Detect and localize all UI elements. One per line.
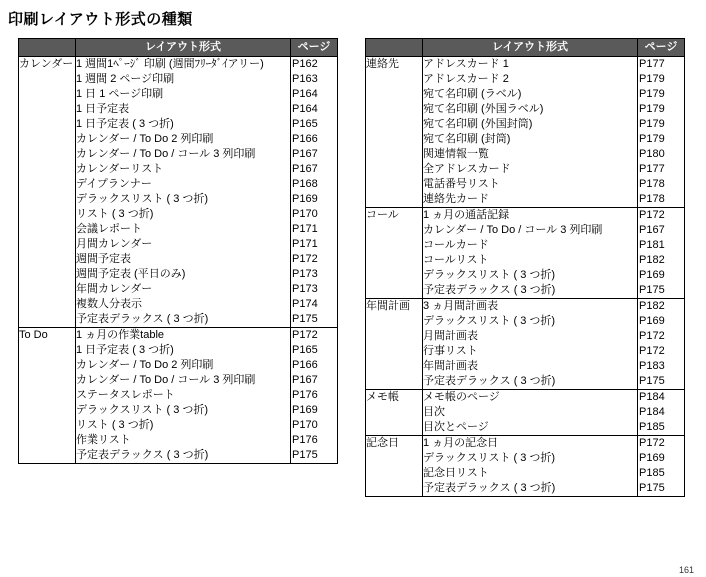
category-cell: To Do xyxy=(19,328,76,464)
layout-name: 記念日リスト xyxy=(423,467,489,479)
page-reference: P170 xyxy=(292,419,318,431)
page-reference: P180 xyxy=(639,148,665,160)
page-reference: P184 xyxy=(639,406,665,418)
layout-name: 宛て名印刷 (封筒) xyxy=(423,133,511,145)
layout-name: 月間カレンダー xyxy=(76,238,153,250)
page-reference: P164 xyxy=(292,88,318,100)
layout-list-cell xyxy=(423,208,638,299)
layout-name: 1 ヵ月の通話記録 xyxy=(423,209,510,221)
page-reference: P185 xyxy=(639,421,665,433)
layout-name: カレンダー / To Do 2 列印刷 xyxy=(76,359,214,371)
layout-name: デラックスリスト ( 3 つ折) xyxy=(423,452,556,464)
page-reference: P170 xyxy=(292,208,318,220)
layout-name: 会議レポート xyxy=(76,223,142,235)
layout-name: 週間予定表 (平日のみ) xyxy=(76,268,186,280)
layout-table-left xyxy=(18,38,338,464)
page-reference: P173 xyxy=(292,283,318,295)
layout-name: 3 ヵ月間計画表 xyxy=(423,300,499,312)
layout-name: カレンダー / To Do / コール 3 列印刷 xyxy=(76,148,256,160)
layout-name: 1 日予定表 ( 3 つ折) xyxy=(76,344,174,356)
layout-name: 宛て名印刷 (外国ラベル) xyxy=(423,103,544,115)
page-reference: P178 xyxy=(639,193,665,205)
page-reference: P173 xyxy=(292,268,318,280)
page-reference: P166 xyxy=(292,359,318,371)
page-reference: P171 xyxy=(292,238,318,250)
page-reference: P172 xyxy=(639,345,665,357)
table-row xyxy=(19,57,338,328)
page-reference: P169 xyxy=(639,452,665,464)
page-reference: P172 xyxy=(292,329,318,341)
page-reference: P162 xyxy=(292,58,318,70)
page-reference: P177 xyxy=(639,58,665,70)
layout-name: 予定表デラックス ( 3 つ折) xyxy=(423,284,556,296)
page-reference: P174 xyxy=(292,298,318,310)
page-reference: P165 xyxy=(292,118,318,130)
page-list-cell xyxy=(638,299,685,390)
layout-name: カレンダー / To Do / コール 3 列印刷 xyxy=(76,374,256,386)
page-reference: P168 xyxy=(292,178,318,190)
layout-name: 電話番号リスト xyxy=(423,178,500,190)
layout-name: デラックスリスト ( 3 つ折) xyxy=(76,404,209,416)
page-reference: P178 xyxy=(639,178,665,190)
page-reference: P172 xyxy=(292,253,318,265)
page-reference: P179 xyxy=(639,118,665,130)
page-reference: P175 xyxy=(292,449,318,461)
page-reference: P169 xyxy=(292,193,318,205)
layout-name: 連絡先カード xyxy=(423,193,489,205)
page-reference: P181 xyxy=(639,239,665,251)
page-reference: P179 xyxy=(639,103,665,115)
page-reference: P182 xyxy=(639,300,665,312)
layout-name: デラックスリスト ( 3 つ折) xyxy=(423,269,556,281)
page-reference: P169 xyxy=(639,315,665,327)
category-cell: 年間計画 xyxy=(366,299,423,390)
page-list-cell xyxy=(638,390,685,436)
page-list-cell xyxy=(291,57,338,328)
layout-column-header: レイアウト形式 xyxy=(423,39,638,57)
layout-name: リスト ( 3 つ折) xyxy=(76,419,154,431)
page-reference: P169 xyxy=(292,404,318,416)
layout-list-cell xyxy=(423,390,638,436)
layout-name: 月間計画表 xyxy=(423,330,478,342)
table-row xyxy=(366,299,685,390)
page-reference: P185 xyxy=(639,467,665,479)
table-row xyxy=(366,436,685,497)
page-reference: P167 xyxy=(292,163,318,175)
layout-name: 1 週間 2 ページ印刷 xyxy=(76,73,175,85)
left-table-column xyxy=(18,38,338,464)
page-reference: P166 xyxy=(292,133,318,145)
page-reference: P177 xyxy=(639,163,665,175)
layout-list-cell xyxy=(423,299,638,390)
category-cell: 記念日 xyxy=(366,436,423,497)
layout-name: ステータスレポート xyxy=(76,389,175,401)
category-column-header xyxy=(366,39,423,57)
page-reference: P163 xyxy=(292,73,318,85)
page-column-header: ページ xyxy=(638,39,685,57)
layout-name: 予定表デラックス ( 3 つ折) xyxy=(76,449,209,461)
layout-name: 1 日予定表 xyxy=(76,103,130,115)
page-reference: P172 xyxy=(639,330,665,342)
layout-name: デイプランナー xyxy=(76,178,152,190)
page-reference: P184 xyxy=(639,391,665,403)
category-cell: カレンダー xyxy=(19,57,76,328)
layout-name: コールリスト xyxy=(423,254,489,266)
layout-name: 作業リスト xyxy=(76,434,131,446)
page-reference: P167 xyxy=(292,148,318,160)
layout-name: 年間カレンダー xyxy=(76,283,153,295)
layout-name: 予定表デラックス ( 3 つ折) xyxy=(423,482,556,494)
right-table-column xyxy=(365,38,685,497)
layout-tables-container xyxy=(18,38,694,497)
page-reference: P179 xyxy=(639,133,665,145)
layout-name: カレンダーリスト xyxy=(76,163,164,175)
page-reference: P175 xyxy=(639,284,665,296)
page-reference: P171 xyxy=(292,223,318,235)
category-column-header xyxy=(19,39,76,57)
layout-name: アドレスカード 1 xyxy=(423,58,509,70)
layout-name: デラックスリスト ( 3 つ折) xyxy=(423,315,556,327)
layout-list-cell xyxy=(76,57,291,328)
layout-name: 宛て名印刷 (ラベル) xyxy=(423,88,522,100)
layout-name: 1 日予定表 ( 3 つ折) xyxy=(76,118,174,130)
page-reference: P167 xyxy=(639,224,665,236)
page-reference: P179 xyxy=(639,88,665,100)
layout-name: 予定表デラックス ( 3 つ折) xyxy=(423,375,556,387)
page-list-cell xyxy=(638,436,685,497)
layout-name: カレンダー / To Do 2 列印刷 xyxy=(76,133,214,145)
layout-name: 目次とページ xyxy=(423,421,489,433)
page-reference: P182 xyxy=(639,254,665,266)
page-list-cell xyxy=(638,57,685,208)
page-reference: P169 xyxy=(639,269,665,281)
layout-name: 全アドレスカード xyxy=(423,163,511,175)
layout-name: 目次 xyxy=(423,406,445,418)
table-header-row-right xyxy=(366,39,685,57)
layout-name: 1 ヵ月の記念日 xyxy=(423,437,499,449)
table-row xyxy=(366,57,685,208)
layout-table-left-body xyxy=(19,57,338,464)
layout-name: 年間計画表 xyxy=(423,360,478,372)
layout-table-right-body xyxy=(366,57,685,497)
page-reference: P172 xyxy=(639,437,665,449)
page-reference: P176 xyxy=(292,434,318,446)
layout-name: 複数人分表示 xyxy=(76,298,142,310)
category-cell: メモ帳 xyxy=(366,390,423,436)
layout-name: 1 日 1 ページ印刷 xyxy=(76,88,164,100)
layout-name: 1 週間1ﾍﾟｰｼﾞ 印刷 (週間ﾌﾘｰﾀﾞｲアリー) xyxy=(76,58,264,70)
layout-name: リスト ( 3 つ折) xyxy=(76,208,154,220)
page-reference: P179 xyxy=(639,73,665,85)
category-cell: コール xyxy=(366,208,423,299)
category-cell: 連絡先 xyxy=(366,57,423,208)
layout-name: 行事リスト xyxy=(423,345,478,357)
page-column-header: ページ xyxy=(291,39,338,57)
table-row xyxy=(366,208,685,299)
layout-list-cell xyxy=(423,57,638,208)
page-list-cell xyxy=(638,208,685,299)
table-row xyxy=(19,328,338,464)
layout-name: アドレスカード 2 xyxy=(423,73,509,85)
page-reference: P175 xyxy=(639,482,665,494)
layout-name: 1 ヵ月の作業table xyxy=(76,329,165,341)
table-row xyxy=(366,390,685,436)
layout-name: カレンダー / To Do / コール 3 列印刷 xyxy=(423,224,603,236)
page-list-cell xyxy=(291,328,338,464)
page-title: 印刷レイアウト形式の種類 xyxy=(8,11,193,28)
layout-name: 予定表デラックス ( 3 つ折) xyxy=(76,313,209,325)
layout-table-right xyxy=(365,38,685,497)
layout-list-cell xyxy=(76,328,291,464)
layout-name: 宛て名印刷 (外国封筒) xyxy=(423,118,533,130)
layout-name: デラックスリスト ( 3 つ折) xyxy=(76,193,209,205)
page-number: 161 xyxy=(678,565,694,575)
table-header-row-left xyxy=(19,39,338,57)
page-reference: P175 xyxy=(292,313,318,325)
page-reference: P167 xyxy=(292,374,318,386)
layout-column-header: レイアウト形式 xyxy=(76,39,291,57)
layout-name: コールカード xyxy=(423,239,489,251)
layout-name: メモ帳のページ xyxy=(423,391,500,403)
layout-list-cell xyxy=(423,436,638,497)
page-reference: P175 xyxy=(639,375,665,387)
page-reference: P183 xyxy=(639,360,665,372)
page-reference: P176 xyxy=(292,389,318,401)
page-reference: P164 xyxy=(292,103,318,115)
layout-name: 関連情報一覧 xyxy=(423,148,489,160)
layout-name: 週間予定表 xyxy=(76,253,131,265)
page-reference: P172 xyxy=(639,209,665,221)
page-reference: P165 xyxy=(292,344,318,356)
